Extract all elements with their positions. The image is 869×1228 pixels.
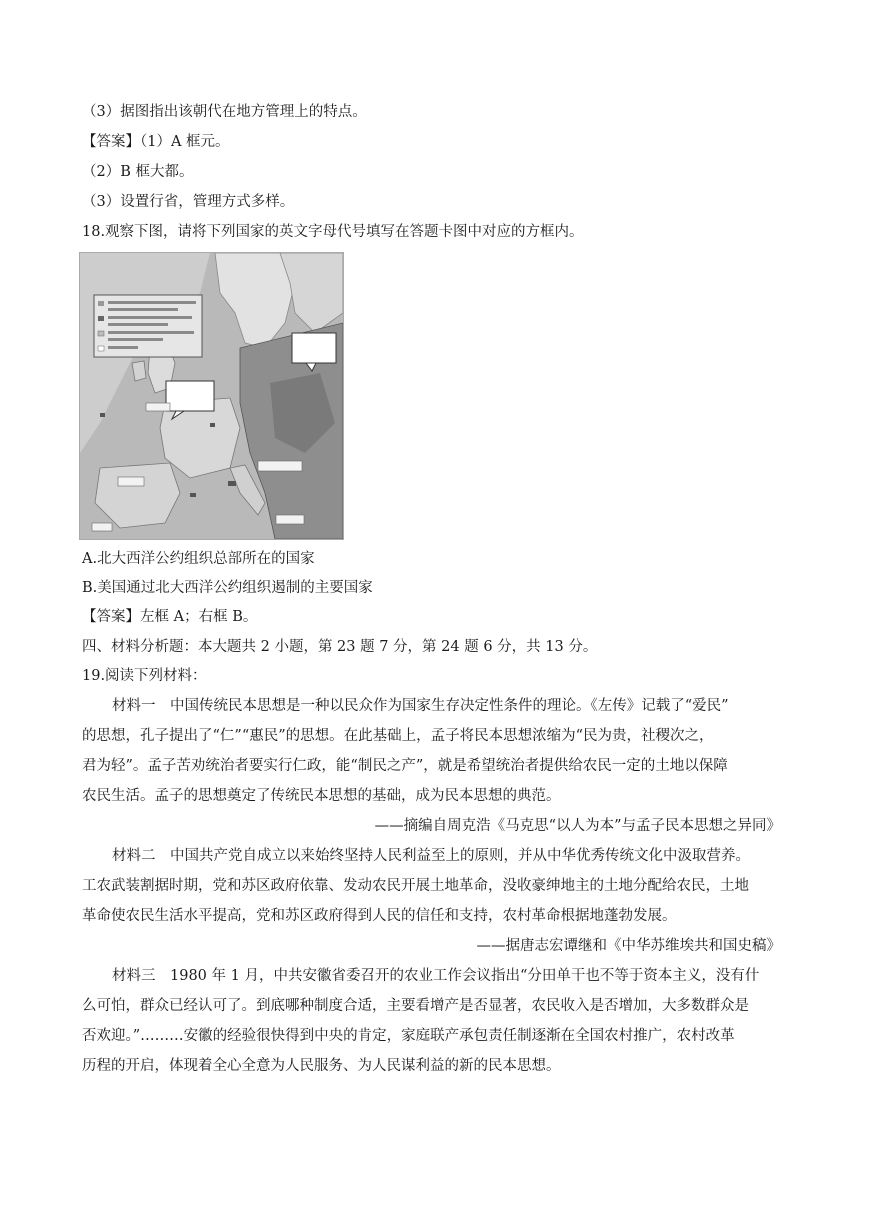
material-1-line: 的思想，孔子提出了“仁”“惠民”的思想。在此基础上，孟子将民本思想浓缩为“民为贵，社稷次之， <box>82 728 714 744</box>
q18-question: 18.观察下图，请将下列国家的英文字母代号填写在答题卡图中对应的方框内。 <box>82 224 584 240</box>
material-1-line: 农民生活。孟子的思想奠定了传统民本思想的基础，成为民本思想的典范。 <box>82 788 561 804</box>
europe-map-image <box>79 252 344 540</box>
material-1-line: 材料一 中国传统民本思想是一种以民众作为国家生存决定性条件的理论。《左传》记载了“爱民” <box>112 698 729 714</box>
material-3-line: 否欢迎。”………安徽的经验很快得到中央的肯定，家庭联产承包责任制逐渐在全国农村推广，农村改革 <box>82 1028 735 1044</box>
q18-option-b: B.美国通过北大西洋公约组织遏制的主要国家 <box>82 580 373 596</box>
material-1-line: 君为轻”。孟子苦劝统治者要实行仁政，能“制民之产”，就是希望统治者提供给农民一定的土地以保障 <box>82 758 728 774</box>
q17-answer-3: （3）设置行省，管理方式多样。 <box>82 194 295 210</box>
material-2-line: 革命使农民生活水平提高，党和苏区政府得到人民的信任和支持，农村革命根据地蓬勃发展。 <box>82 908 677 924</box>
material-2-line: 工农武装割据时期，党和苏区政府依靠、发动农民开展土地革命，没收豪绅地主的土地分配给农民，土地 <box>82 878 749 894</box>
material-2-line: 材料二 中国共产党自成立以来始终坚持人民利益至上的原则，并从中华优秀传统文化中汲取营养。 <box>112 848 750 864</box>
europe-map-graphic <box>80 253 343 539</box>
q17-answer-1: 【答案】（1）A 框元。 <box>82 134 230 150</box>
section-4-heading: 四、材料分析题：本大题共 2 小题，第 23 题 7 分，第 24 题 6 分，共 13 分。 <box>82 639 598 655</box>
q17-answer-2: （2）B 框大都。 <box>82 164 194 180</box>
material-3-line: 材料三 1980 年 1 月，中共安徽省委召开的农业工作会议指出“分田单干也不等于资本主义，没有什 <box>112 968 760 984</box>
material-1-source: ——摘编自周克浩《马克思“以人为本”与孟子民本思想之异同》 <box>374 818 781 834</box>
q18-option-a: A.北大西洋公约组织总部所在的国家 <box>82 551 315 567</box>
material-2-source: ——据唐志宏谭继和《中华苏维埃共和国史稿》 <box>476 938 781 954</box>
q17-part3: （3）据图指出该朝代在地方管理上的特点。 <box>82 104 367 120</box>
material-3-line: 么可怕，群众已经认可了。到底哪种制度合适，主要看增产是否显著，农民收入是否增加，大多数群众是 <box>82 998 749 1014</box>
q18-answer: 【答案】左框 A；右框 B。 <box>82 609 258 625</box>
q19-title: 19.阅读下列材料： <box>82 668 207 684</box>
material-3-line: 历程的开启，体现着全心全意为人民服务、为人民谋利益的新的民本思想。 <box>82 1058 561 1074</box>
